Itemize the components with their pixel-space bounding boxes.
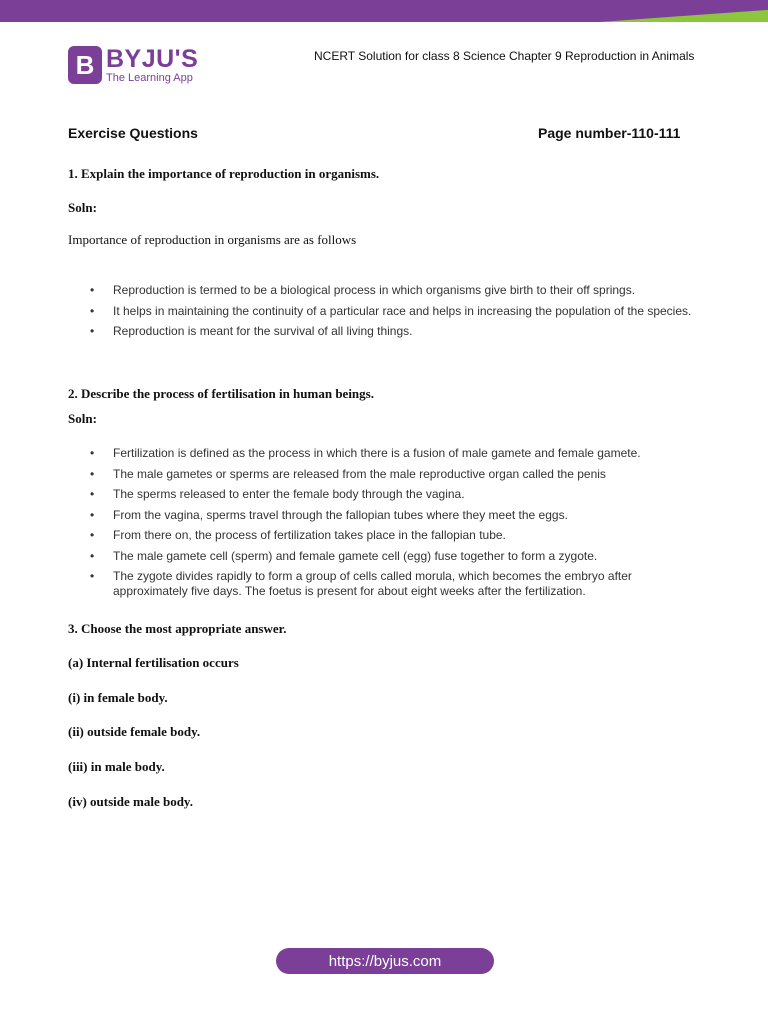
list-item: • From the vagina, sperms travel through the fallopian tubes where they meet the eggs. xyxy=(88,508,708,523)
page-header-title: NCERT Solution for class 8 Science Chapter 9 Reproduction in Animals xyxy=(314,49,695,63)
list-item: • Fertilization is defined as the process in which there is a fusion of male gamete and female gamete. xyxy=(88,446,708,461)
footer-url-link[interactable]: https://byjus.com xyxy=(276,948,494,974)
logo-name: BYJU'S xyxy=(106,44,199,73)
header-ribbon xyxy=(0,0,768,22)
q2-bullet-list xyxy=(88,446,708,605)
q3-option-1: (i) in female body. xyxy=(68,690,168,705)
list-item: • Reproduction is termed to be a biological process in which organisms give birth to their off springs. xyxy=(88,283,708,298)
question-2: 2. Describe the process of fertilisation in human beings. xyxy=(68,386,374,401)
list-item: • Reproduction is meant for the survival of all living things. xyxy=(88,324,708,339)
list-item: • The sperms released to enter the female body through the vagina. xyxy=(88,487,708,502)
logo-tagline: The Learning App xyxy=(106,71,193,84)
question-3: 3. Choose the most appropriate answer. xyxy=(68,621,287,636)
q3-part-a: (a) Internal fertilisation occurs xyxy=(68,655,239,670)
page-number: Page number-110-111 xyxy=(538,125,681,141)
list-item: • The male gametes or sperms are released from the male reproductive organ called the penis xyxy=(88,467,708,482)
section-title: Exercise Questions xyxy=(68,125,198,141)
list-item: • The zygote divides rapidly to form a group of cells called morula, which becomes the embryo after approximately five days. The foetus is present for about eight weeks after the fertilization. xyxy=(88,569,708,599)
q1-bullet-list xyxy=(88,283,708,345)
q3-option-4: (iv) outside male body. xyxy=(68,794,193,809)
q3-option-3: (iii) in male body. xyxy=(68,759,165,774)
q1-intro: Importance of reproduction in organisms are as follows xyxy=(68,232,357,247)
question-1: 1. Explain the importance of reproduction in organisms. xyxy=(68,166,380,181)
q2-soln-label: Soln: xyxy=(68,411,97,426)
byjus-logo xyxy=(68,44,198,86)
list-item: • The male gamete cell (sperm) and female gamete cell (egg) fuse together to form a zygote. xyxy=(88,549,708,564)
logo-mark: B xyxy=(68,46,102,84)
list-item: • It helps in maintaining the continuity of a particular race and helps in increasing the population of the species. xyxy=(88,304,708,319)
q3-option-2: (ii) outside female body. xyxy=(68,724,201,739)
q1-soln-label: Soln: xyxy=(68,200,97,215)
list-item: • From there on, the process of fertilization takes place in the fallopian tube. xyxy=(88,528,708,543)
